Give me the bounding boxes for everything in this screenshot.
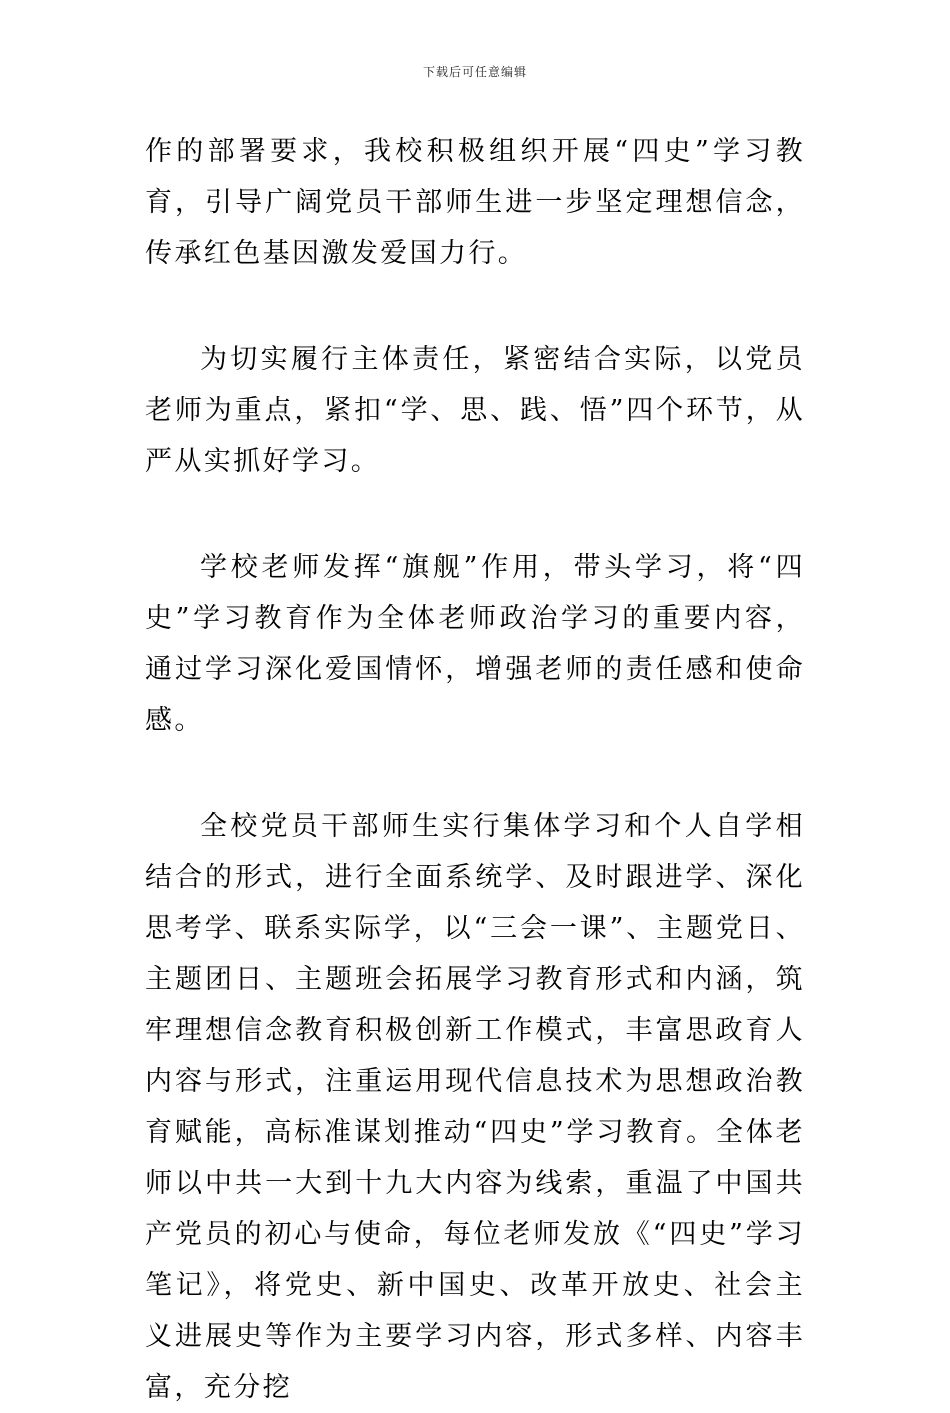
paragraph-learning-forms: 全校党员干部师生实行集体学习和个人自学相结合的形式，进行全面系统学、及时跟进学、深化思考学、联系实际学，以“三会一课”、主题党日、主题团日、主题班会拓展学习教育形式和内涵，筑牢理想信念教育积极创新工作模式，丰富思政育人内容与形式，注重运用现代信息技术为思想政治教育赋能，高标准谋划推动“四史”学习教育。全体老师以中共一大到十九大内容为线索，重温了中国共产党员的初心与使命，每位老师发放《“四史”学习笔记》，将党史、新中国史、改革开放史、社会主义进展史等作为主要学习内容，形式多样、内容丰富，充分挖 <box>145 811 805 1403</box>
paragraph-continuation: 作的部署要求，我校积极组织开展“四史”学习教育，引导广阔党员干部师生进一步坚定理想信念，传承红色基因激发爱国力行。 <box>145 136 805 269</box>
paragraph-responsibility: 为切实履行主体责任，紧密结合实际，以党员老师为重点，紧扣“学、思、践、悟”四个环节，从严从实抓好学习。 <box>145 344 805 477</box>
document-body <box>145 126 805 1413</box>
paragraph-teachers-role: 学校老师发挥“旗舰”作用，带头学习，将“四史”学习教育作为全体老师政治学习的重要内容，通过学习深化爱国情怀，增强老师的责任感和使命感。 <box>145 552 805 736</box>
page-header-note: 下载后可任意编辑 <box>422 65 527 79</box>
